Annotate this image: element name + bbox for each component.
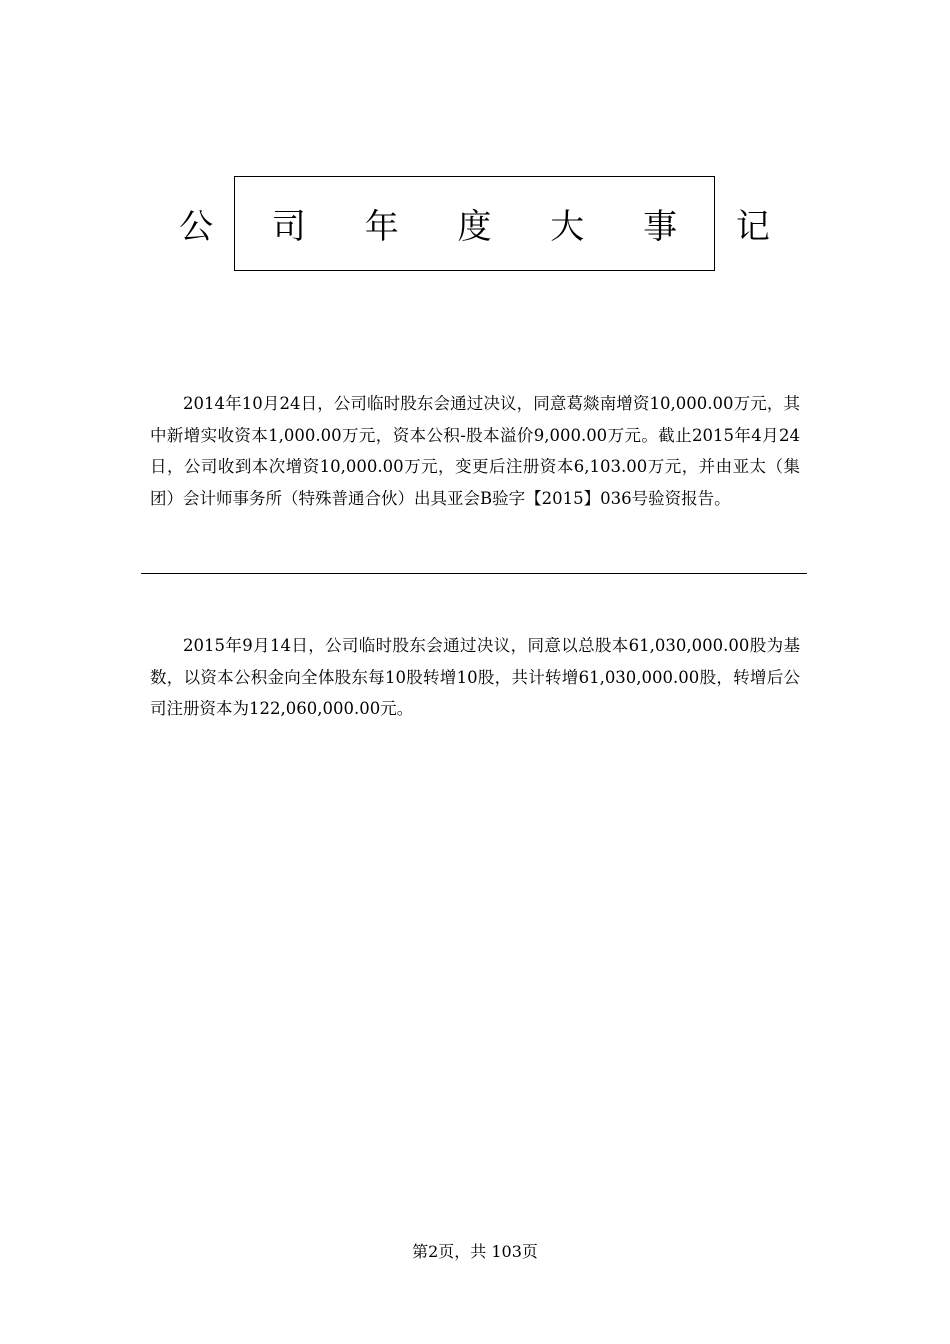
event-paragraph-capital-increase: 2014年10月24日，公司临时股东会通过决议，同意葛燚南增资10,000.00万元，其中新增实收资本1,000.00万元，资本公积-股本溢价9,000.00万元。截止2015年4月24日，公司收到本次增资10,000.00万元，变更后注册资本6,103.00万元，并由亚太（集团）会计师事务所（特殊普通合伙）出具亚会B验字【2015】036号验资报告。: [150, 394, 800, 508]
title-box: [179, 176, 794, 271]
event-paragraph-share-conversion: 2015年9月14日，公司临时股东会通过决议，同意以总股本61,030,000.00股为基数，以资本公积金向全体股东每10股转增10股，共计转增61,030,000.00股，转增后公司注册资本为122,060,000.00元。: [150, 636, 800, 718]
section-divider: [141, 573, 807, 574]
page-footer: 第2页，共 103页: [412, 1242, 538, 1261]
page-title: 公 司 年 度 大 事 记: [179, 207, 794, 247]
